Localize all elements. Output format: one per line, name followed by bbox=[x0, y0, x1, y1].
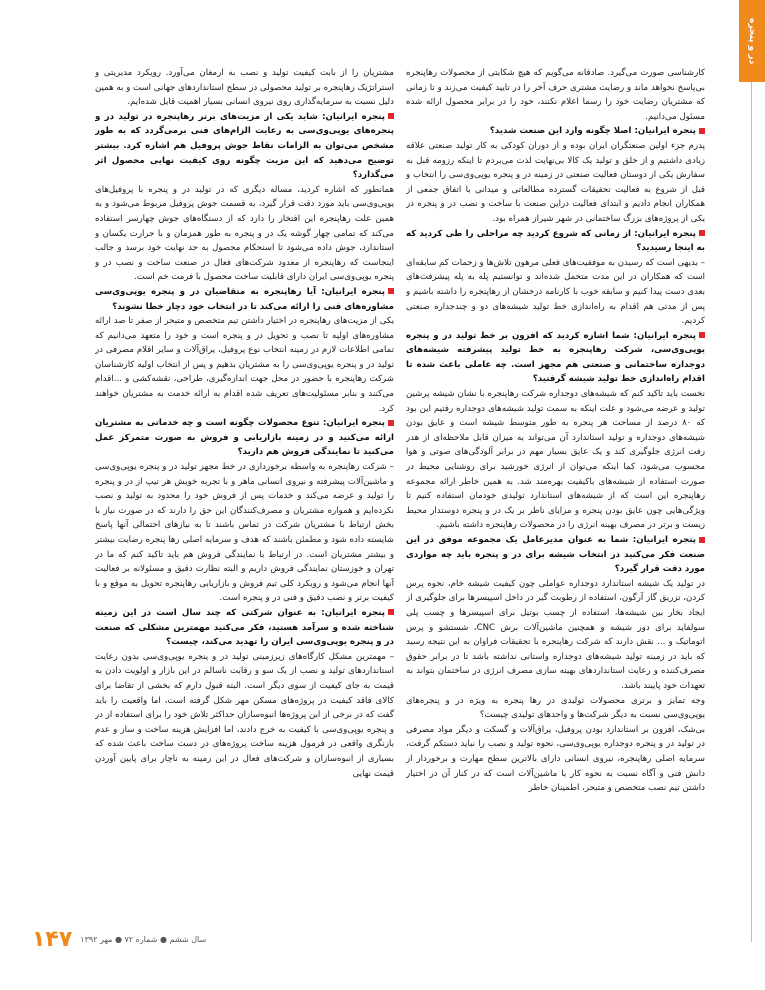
interview-question bbox=[406, 124, 705, 139]
paragraph: کارشناسی صورت می‌گیرد. صادقانه می‌گویم که هیچ شکایتی از محصولات رهاپنجره بی‌پاسخ نخواهد ماند و رضایت مشتری حرف آخر را در تایید کیفیت می‌زند و تا زمانی که مشتریان رضایت خود را رسما اعلام نکنند، خود را در برابر محصول ارائه شده مسئول می‌دانیم. bbox=[406, 68, 705, 122]
question-marker-icon bbox=[699, 332, 705, 338]
interview-question bbox=[406, 329, 705, 387]
paragraph: – مهمترین مشکل کارگاه‌های زیرزمینی تولید در و پنجره یوپی‌وی‌سی بدون رعایت استانداردهای تولید و نصب از یک سو و رقابت ناسالم در این بازار و اولویت دادن به قیمت به جای کیفیت از سوی دیگر است. البته قبول دارم که بخشی از تقاضا برای کالای فاقد کیفیت در پروژه‌های مسکن مهر شکل گرفته است، اما واقعیت را باید گفت که در برخی از این پروژه‌ها انبوه‌سازان حداکثر تلاش خود را برای استفاده از در و پنجره یوپی‌وی‌سی با کیفیت به خرج دادند، اما افزایش هزینه ساخت و ساز و عدم بازنگری واقعی در فرمول هزینه ساخت پروژه‌های در دست ساخت باعث شده که بسیاری از انبوه‌سازان و شرکت‌های فعال در این زمینه به ناچار برای پایین آوردن قیمت نهایی bbox=[95, 651, 394, 779]
question-text: پنجره ایرانیان: شما اشاره کردید که افزون بر خط تولید در و پنجره یوپی‌وی‌سی، شرکت رهاپنجره به خط تولید پیشرفته شیشه‌های دوجداره ساختمانی و صنعتی هم مجهز است. چه عاملی باعث شده تا اقدام راه‌اندازی خط تولید شیشه گرفتید؟ bbox=[406, 330, 705, 385]
question-text: پنجره ایرانیان: به عنوان شرکتی که چند سال است در این زمینه شناخته شده و سرآمد هستید، فکر می‌کنید مهمترین مشکلی که صنعت در و پنجره یوپی‌وی‌سی ایران را تهدید می‌کند، چیست؟ bbox=[95, 607, 394, 648]
question-marker-icon bbox=[699, 128, 705, 134]
article-column-right bbox=[406, 66, 705, 934]
interview-question bbox=[406, 227, 705, 256]
paragraph: – بدیهی است که رسیدن به موفقیت‌های فعلی مرهون تلاش‌ها و زحمات کم سابقه‌ای است که همکاران در این مدت متحمل شده‌اند و توانستیم پله به پله پیشرفت‌های بعدی دست پیدا کنیم و سابقه خوب با کارنامه درخشان از رهاپنجره را داشته باشیم و پس از مدتی هم اقدام به راه‌اندازی خط تولید شیشه‌های دو و چندجداره صنعتی کردیم. bbox=[406, 257, 705, 327]
question-marker-icon bbox=[699, 537, 705, 543]
question-text: پنجره ایرانیان: شاید یکی از مزیت‌های برتر رهاپنجره در تولید در و پنجره‌های یوپی‌وی‌سی به رعایت الزام‌های فنی برمی‌گردد که به طور مشخص می‌توان به الزامات نقاط جوش پروفیل هم اشاره کرد. بیشتر توضیح می‌دهید که این مزیت چگونه روی کیفیت نهایی محصول اثر می‌گذارد؟ bbox=[95, 111, 394, 181]
paragraph: در تولید یک شیشه استاندارد دوجداره عواملی چون کیفیت شیشه خام، نحوه پرس کردن، تزریق گاز آرگون، استفاده از رطوبت گیر در داخل اسپیسرها برای جلوگیری از ایجاد بخار بین شیشه‌ها، استفاده از چسب بوتیل برای اسپیسرها و چسب پلی سولفاید برای دور شیشه و همچنین ماشین‌آلات برش CNC، شستشو و پرس اتوماتیک و ... نقش دارند که شرکت رهاپنجره با تحقیقات فراوان به این نتیجه رسید که باید در زمینه تولید شیشه‌های دوجداره واستانی نداشته باشد تا در برابر حقوق مصرف‌کننده و رعایت استانداردهای بهینه سازی مصرف انرژی در ساختمان بتواند به تعهدات خود پایبند باشد. bbox=[406, 578, 705, 691]
interview-question bbox=[95, 416, 394, 460]
paragraph: مشتریان را از بابت کیفیت تولید و نصب به ارمغان می‌آورد. رویکرد مدیریتی و استراتژیک رهاپنجره بر تولید محصولی در سطح استانداردهای جهانی است و به همین دلیل نسبت به سرمایه‌گذاری روی نیروی انسانی بسیار اهمیت قایل شده‌ایم. bbox=[95, 68, 394, 108]
paragraph: بی‌شک، افزون بر استاندارد بودن پروفیل، یراق‌آلات و گسکت و دیگر مواد مصرفی در تولید در و پنجره دوجداره یوپی‌وی‌سی، نحوه تولید و نصب را نباید دستکم گرفت، سرمایه اصلی رهاپنجره، نیروی انسانی دارای بالاترین سطح مهارت و برخوردار از دانش فنی و آگاه نسبت به نحوه کار با ماشین‌آلات است که در کنار آن در اختیار داشتن تیم نصب متخصص و متبحر، اطمینان خاطر bbox=[406, 724, 705, 794]
paragraph: – شرکت رهاپنجره به واسطه برخورداری در خط مجهز تولید در و پنجره یوپی‌وی‌سی و ماشین‌آلات پیشرفته و نیروی انسانی ماهر و با تجربه خویش هر تیپ از در و پنجره را تولید و عرضه می‌کند و خدمات پس از فروش خود را محدود به تولید و نصب نکرده‌ایم و همواره مشتریان و مصرف‌کنندگان این حق را دارند که در صورت نیاز با بخش ارتباط با مشتریان شرکت در تماس باشند تا به نیازهای احتمالی آنها پاسخ شایسته داده شود و مطمئن باشند که هدف و سرمایه اصلی رها پنجره رضایت بیشتر و بیشتر مشتریان است. در ارتباط با نمایندگی فروش هم باید تاکید کنم که ما در تهران و خوزستان نمایندگی فروش داریم و البته نظارت دقیق و مسئولانه بر فعالیت آنها انجام می‌شود و رویکرد کلی تیم فروش و بازاریابی رهاپنجره تحویل به موقع و با کیفیت برتر و نصب دقیق و فنی در و پنجره است. bbox=[95, 462, 394, 604]
interview-question bbox=[95, 285, 394, 314]
question-text: پنجره ایرانیان: آیا رهاپنجره به متقاضیان در و پنجره یوپی‌وی‌سی مشاوره‌های فنی را ارائه می‌کند تا در انتخاب خود دچار خطا نشوند؟ bbox=[95, 286, 394, 312]
question-text: پنجره ایرانیان: تنوع محصولات چگونه است و چه خدماتی به مشتریان ارائه می‌کنید و در زمینه بازاریابی و فروش به صورت متمرکز عمل می‌کنید تا نمایندگی فروش هم دارید؟ bbox=[95, 418, 394, 458]
question-marker-icon bbox=[388, 288, 394, 294]
article-body bbox=[95, 66, 705, 934]
interview-question bbox=[406, 533, 705, 577]
question-text: پنجره ایرانیان: از زمانی که شروع کردید چه مراحلی را طی کردید که به اینجا رسیدید؟ bbox=[406, 228, 705, 254]
page-number: ۱۴۷ bbox=[32, 927, 73, 952]
paragraph: نخست باید تاکید کنم که شیشه‌های دوجداره شرکت رهاپنجره با نشان شیشه پرشین تولید و عرضه می‌شود و علت اینکه به سمت تولید شیشه‌های دوجداره رفتیم این بود که ۸۰ درصد از مساحت هر پنجره به طور متوسط شیشه است و عایق بودن شیشه‌های دوجداره و تولید استاندارد آن می‌تواند به میزان قابل ملاحظه‌ای از هدر رفت انرژی جلوگیری کند و یک عایق بسیار مهم در برابر آلودگی‌های صوتی و هوا محسوب می‌شود، کما اینکه می‌توان از انرژی خورشید برای روشنایی محیط در صورت استفاده از شیشه‌های باکیفیت بهره‌مند شد. به همین خاطر ارائه مجموعه رهاپنجره این است که از شیشه‌های استاندارد تولیدی خودمان استفاده کنیم تا ویژگی‌هایی چون عایق بودن پنجره و مزایای ناظر بر یک در و پنجره دوستدار محیط زیست و برتر در مصرف بهینه انرژی را در محصولات رهاپنجره داشته باشیم. bbox=[406, 389, 705, 531]
section-tab bbox=[739, 0, 765, 82]
paragraph: وجه تمایز و برتری محصولات تولیدی در رها پنجره به ویژه در و پنجره‌های یوپی‌وی‌سی نسبت به دیگر شرکت‌ها و واحدهای تولیدی چیست؟ bbox=[406, 695, 705, 721]
article-column-left bbox=[95, 66, 394, 934]
interview-question bbox=[95, 606, 394, 650]
paragraph: همانطور که اشاره کردید، مساله دیگری که در تولید در و پنجره با پروفیل‌های یوپی‌وی‌سی باید مورد دقت قرار گیرد، به قسمت جوش پروفیل مربوط می‌شود و به همین علت رهاپنجره این افتخار را دارد که از دستگاه‌های جوش چهارسر استفاده می‌کند که تمامی چهار گوشه یک در و پنجره به طور همزمان و با حرارت یکسان و استاندارد، جوش داده می‌شود تا استحکام محصول به حد نهایت خود برسد و جالب اینجاست که رهاپنجره از معدود شرکت‌های فعال در صنعت ساخت و نصب در و پنجره یوپی‌وی‌سی ایران دارای قابلیت ساخت محصول با فرمت خم است. bbox=[95, 184, 394, 283]
page-footer bbox=[32, 927, 206, 952]
paragraph: پدرم جزء اولین صنعتگران ایران بوده و از دوران کودکی به کار تولید صنعتی علاقه زیادی داشتیم و از خلق و تولید یک کالا بی‌نهایت لذت می‌بردم تا اینکه رزومه قبل به سفارش یکی از دوستان فعالیت صنعتی در زمینه در و پنجره یوپی‌وی‌سی را انتخاب و قبل از شروع به فعالیت تحقیقات گسترده مطالعاتی و میدانی با اتفاق جمعی از همکاران انجام دادیم و ابتدای فعالیت دراین صنعت با ساخت و نصب در و پنجره در یکی از پروژه‌های بزرگ ساختمانی در شهر شیراز همراه بود. bbox=[406, 140, 705, 224]
question-marker-icon bbox=[388, 609, 394, 615]
question-text: پنجره ایرانیان: شما به عنوان مدیرعامل یک مجموعه موفق در این صنعت فکر می‌کنید در انتخاب شیشه برای در و پنجره باید چه مواردی مورد دقت قرار گیرد؟ bbox=[406, 535, 705, 575]
question-marker-icon bbox=[699, 230, 705, 236]
question-marker-icon bbox=[388, 113, 394, 119]
interview-question bbox=[95, 110, 394, 183]
paragraph: یکی از مزیت‌های رهاپنجره در اختیار داشتن تیم متخصص و متبحر از صفر تا صد ارائه مشاوره‌های اولیه تا نصب و تحویل در و پنجره است و خود را متعهد می‌دانیم که تمامی اطلاعات لازم در زمینه انتخاب نوع پروفیل، یراق‌آلات و سایر اقلام مصرفی در تولید در و پنجره یوپی‌وی‌سی را به مشتریان بدهیم و پس از انتخاب اولیه کارشناسان شرکت رهاپنجره با حضور در محل جهت اندازه‌گیری، طراحی، نقشه‌کشی و ...اقدام می‌کنند و بنابر مسئولیت‌های تعریف شده اقدام به ارائه خدمت به مشتریان خواهند کرد. bbox=[95, 316, 394, 414]
issue-info: سال ششم ● شماره ۷۲ ● مهر ۱۳۹۲ bbox=[80, 935, 207, 944]
side-rule-divider bbox=[751, 82, 752, 942]
question-marker-icon bbox=[388, 420, 394, 426]
section-tab-label: در و پنجره bbox=[747, 17, 757, 65]
question-text: پنجره ایرانیان: اصلا چگونه وارد این صنعت شدید؟ bbox=[489, 126, 696, 137]
